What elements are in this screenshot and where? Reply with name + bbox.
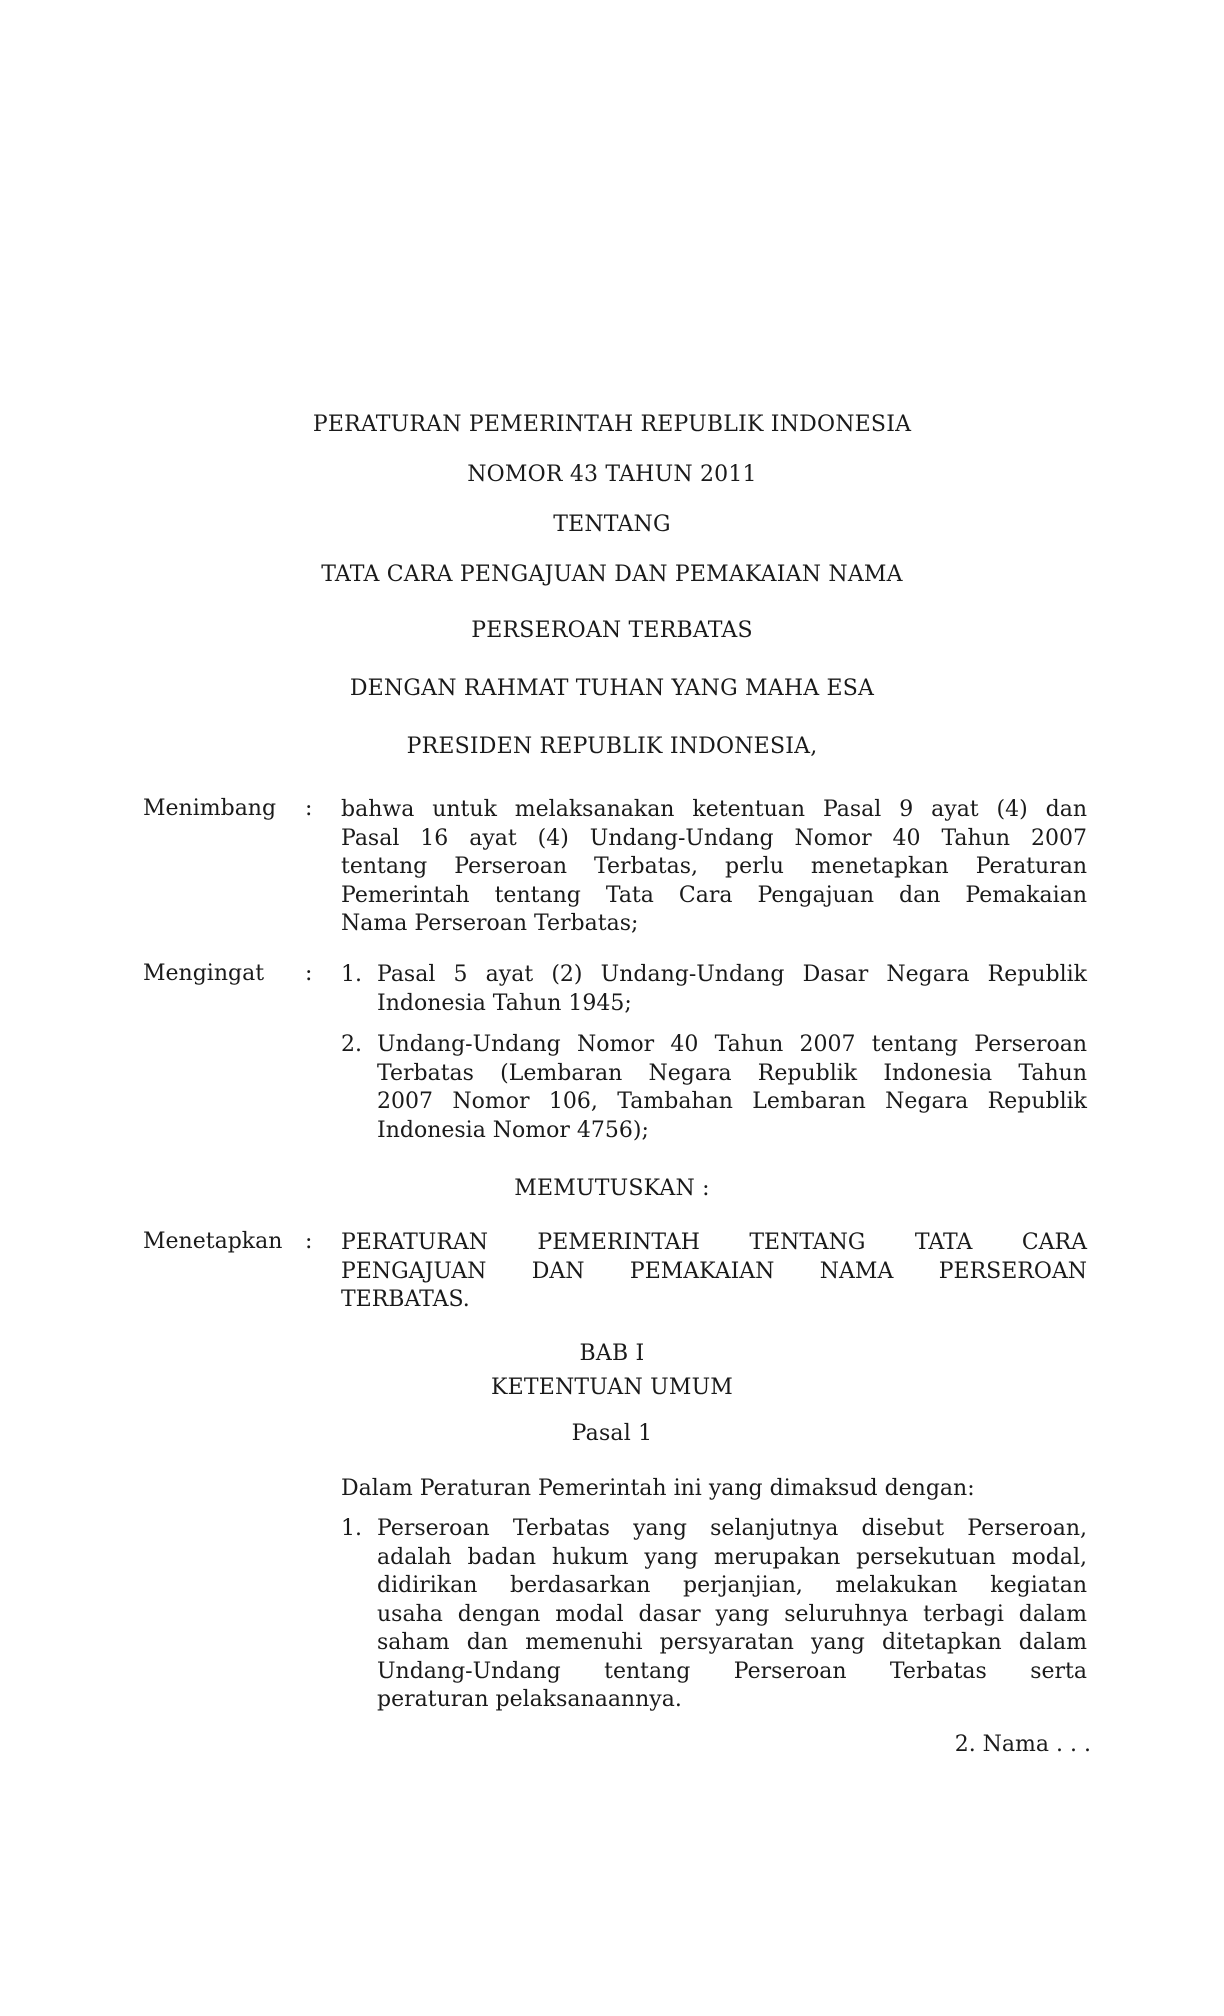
item-number: 1. (341, 962, 362, 987)
item-line: Pasal 5 ayat (2) Undang-Undang Dasar Negara Republik (377, 962, 1087, 987)
article-intro-text: Dalam Peraturan Pemerintah ini yang dimaksud dengan: (341, 1476, 975, 1501)
item-line: usaha dengan modal dasar yang seluruhnya terbagi dalam (377, 1601, 1087, 1627)
item-line: saham dan memenuhi persyaratan yang ditetapkan dalam (377, 1630, 1087, 1655)
item-line: Undang-Undang tentang Perseroan Terbatas serta (377, 1658, 1087, 1684)
regulation-subject-line2: PERSEROAN TERBATAS (471, 618, 753, 643)
menimbang-line: Nama Perseroan Terbatas; (341, 911, 639, 936)
mengingat-item (341, 1031, 1087, 1145)
item-line: Perseroan Terbatas yang selanjutnya disebut Perseroan, (377, 1516, 1087, 1541)
article-intro (341, 1475, 1087, 1504)
president-heading: PRESIDEN REPUBLIK INDONESIA, (406, 734, 818, 759)
menetapkan-line: PERATURAN PEMERINTAH TENTANG TATA CARA (341, 1230, 1087, 1255)
chapter-number: BAB I (579, 1341, 645, 1366)
regulation-about: TENTANG (553, 512, 671, 537)
chapter-title: KETENTUAN UMUM (490, 1375, 734, 1400)
mengingat-item (341, 961, 1087, 1018)
item-line: Indonesia Nomor 4756); (377, 1117, 649, 1143)
item-line: 2007 Nomor 106, Tambahan Lembaran Negara Republik (377, 1089, 1087, 1114)
menimbang-text (341, 796, 1087, 939)
page-continuation: 2. Nama . . . (954, 1732, 1091, 1757)
memutuskan-heading: MEMUTUSKAN : (514, 1176, 710, 1201)
menimbang-line: bahwa untuk melaksanakan ketentuan Pasal 9 ayat (4) dan (341, 797, 1087, 822)
definition-item (341, 1515, 1087, 1715)
mengingat-label: Mengingat (143, 961, 265, 986)
mengingat-colon: : (305, 961, 313, 986)
item-number: 2. (341, 1032, 362, 1057)
menimbang-line: tentang Perseroan Terbatas, perlu menetapkan Peraturan (341, 854, 1087, 879)
menetapkan-line: TERBATAS. (341, 1287, 470, 1312)
regulation-subject-line1: TATA CARA PENGAJUAN DAN PEMAKAIAN NAMA (321, 562, 903, 587)
article-heading: Pasal 1 (571, 1421, 653, 1446)
item-line: peraturan pelaksanaannya. (377, 1687, 682, 1712)
menimbang-line: Pemerintah tentang Tata Cara Pengajuan dan Pemakaian (341, 882, 1087, 908)
menimbang-label: Menimbang (143, 796, 277, 821)
item-line: Terbatas (Lembaran Negara Republik Indonesia Tahun (377, 1060, 1087, 1086)
menimbang-line: Pasal 16 ayat (4) Undang-Undang Nomor 40 Tahun 2007 (341, 825, 1087, 851)
regulation-number: NOMOR 43 TAHUN 2011 (467, 462, 757, 487)
menetapkan-colon: : (305, 1229, 313, 1254)
menetapkan-text (341, 1229, 1087, 1315)
item-number: 1. (341, 1516, 362, 1541)
invocation: DENGAN RAHMAT TUHAN YANG MAHA ESA (349, 676, 875, 701)
regulation-title: PERATURAN PEMERINTAH REPUBLIK INDONESIA (312, 412, 912, 437)
item-line: Indonesia Tahun 1945; (377, 990, 632, 1016)
menetapkan-line: PENGAJUAN DAN PEMAKAIAN NAMA PERSEROAN (341, 1258, 1087, 1284)
menetapkan-label: Menetapkan (143, 1229, 283, 1254)
item-line: Undang-Undang Nomor 40 Tahun 2007 tentang Perseroan (377, 1032, 1087, 1057)
item-line: didirikan berdasarkan perjanjian, melakukan kegiatan (377, 1573, 1087, 1598)
menimbang-colon: : (305, 796, 313, 821)
item-line: adalah badan hukum yang merupakan persekutuan modal, (377, 1544, 1087, 1570)
